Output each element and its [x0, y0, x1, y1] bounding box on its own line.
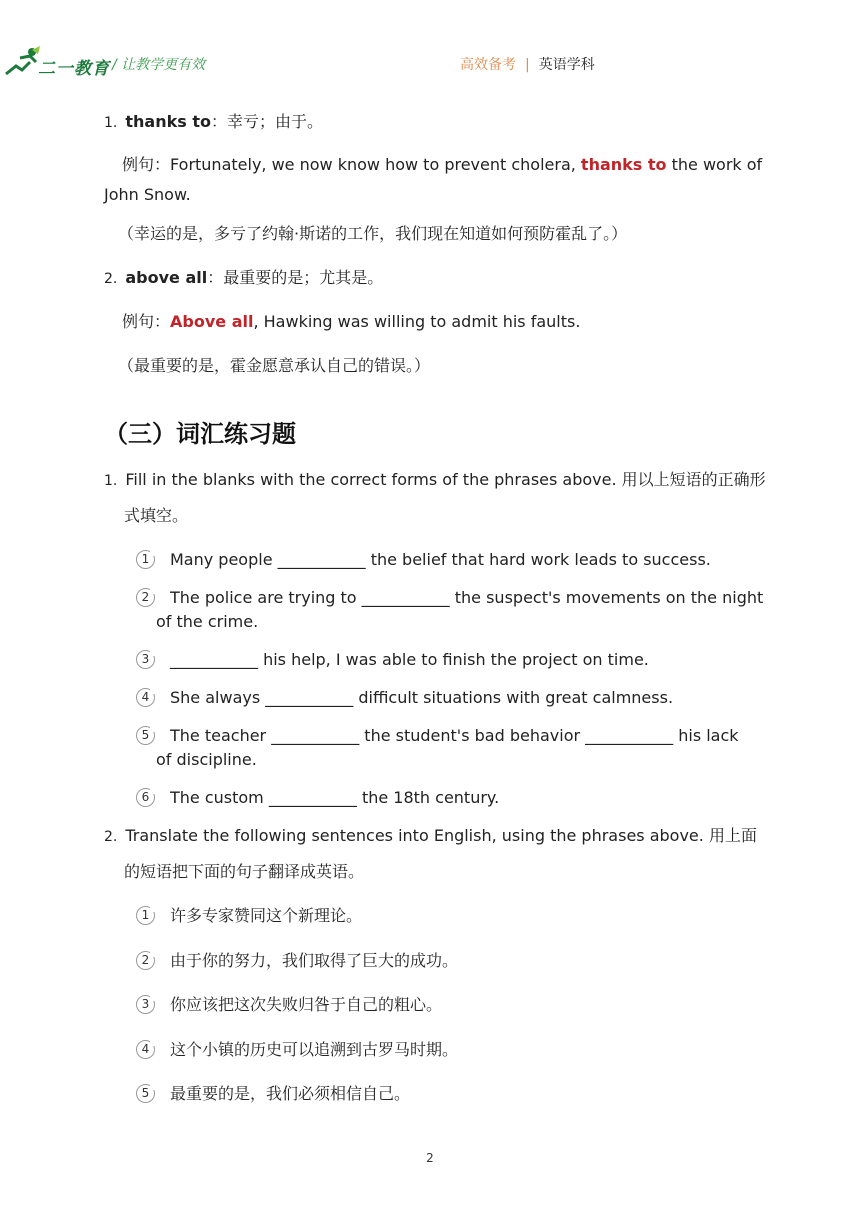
- phrase-number: 2.: [104, 271, 118, 287]
- header-subject: [460, 54, 595, 74]
- header-subject-label: 英语学科: [538, 57, 595, 73]
- blank-item-cont: of discipline.: [156, 750, 257, 769]
- translate-item: 你应该把这次失败归咎于自己的粗心。: [170, 995, 443, 1014]
- item-number-circle: 4: [136, 1040, 155, 1059]
- instruction-text: Fill in the blanks with the correct forms of the phrases above. 用以上短语的正确形: [125, 470, 766, 489]
- translate-item: 由于你的努力，我们取得了巨大的成功。: [170, 951, 459, 970]
- header-separator: |: [525, 57, 530, 73]
- example-sentence: [122, 155, 762, 175]
- item-number-circle: 1: [136, 550, 155, 569]
- page-header: [0, 0, 860, 90]
- translate-item: 最重要的是，我们必须相信自己。: [170, 1084, 411, 1103]
- example-sentence: [122, 312, 580, 332]
- section-title: （三）词汇练习题: [104, 420, 296, 448]
- blank-item: ___________ his help, I was able to finish the project on time.: [170, 650, 649, 669]
- page-number: 2: [426, 1151, 434, 1165]
- item-number-circle: 2: [136, 951, 155, 970]
- slogan: / 让教学更有效: [112, 57, 206, 73]
- instruction-text-cont: 式填空。: [124, 506, 189, 525]
- example-translation: （最重要的是，霍金愿意承认自己的错误。）: [118, 356, 431, 375]
- blank-item: Many people ___________ the belief that hard work leads to success.: [170, 550, 711, 569]
- translate-item: 许多专家赞同这个新理论。: [170, 906, 363, 925]
- phrase-heading: [104, 268, 383, 289]
- phrase-heading: [104, 112, 323, 133]
- example-translation: （幸运的是，多亏了约翰·斯诺的工作，我们现在知道如何预防霍乱了。）: [118, 224, 628, 243]
- instruction-text: Translate the following sentences into English, using the phrases above. 用上面: [125, 826, 757, 845]
- exercise-instruction: [104, 826, 757, 847]
- phrase-meaning: ：幸亏；由于。: [210, 112, 323, 131]
- exercise-number: 1.: [104, 473, 118, 489]
- blank-item-cont: of the crime.: [156, 612, 259, 631]
- blank-item: She always ___________ difficult situations with great calmness.: [170, 688, 674, 707]
- phrase-number: 1.: [104, 115, 118, 131]
- example-keyword: thanks to: [580, 155, 667, 174]
- blank-item: The custom ___________ the 18th century.: [170, 788, 500, 807]
- phrase-term: above all: [125, 268, 208, 287]
- exercise-instruction: [104, 470, 766, 491]
- example-label: 例句：: [122, 312, 171, 331]
- blank-item: The police are trying to ___________ the suspect's movements on the night: [170, 588, 764, 607]
- item-number-circle: 3: [136, 995, 155, 1014]
- example-keyword: Above all: [170, 312, 254, 331]
- example-sentence-cont: John Snow.: [104, 185, 191, 204]
- translate-item: 这个小镇的历史可以追溯到古罗马时期。: [170, 1040, 459, 1059]
- item-number-circle: 5: [136, 726, 155, 745]
- phrase-term: thanks to: [125, 112, 211, 131]
- logo-text: 二一教育: [38, 59, 110, 79]
- phrase-meaning: ：最重要的是；尤其是。: [207, 268, 384, 287]
- item-number-circle: 3: [136, 650, 155, 669]
- header-tag: 高效备考: [460, 57, 516, 73]
- item-number-circle: 1: [136, 906, 155, 925]
- example-text: Fortunately, we now know how to prevent cholera,: [170, 155, 581, 174]
- instruction-text-cont: 的短语把下面的句子翻译成英语。: [124, 862, 365, 881]
- example-text: , Hawking was willing to admit his faults.: [253, 312, 581, 331]
- example-label: 例句：: [122, 155, 171, 174]
- blank-item: The teacher ___________ the student's bad behavior ___________ his lack: [170, 726, 739, 745]
- item-number-circle: 4: [136, 688, 155, 707]
- item-number-circle: 2: [136, 588, 155, 607]
- item-number-circle: 6: [136, 788, 155, 807]
- exercise-number: 2.: [104, 829, 118, 845]
- example-text: the work of: [666, 155, 763, 174]
- item-number-circle: 5: [136, 1084, 155, 1103]
